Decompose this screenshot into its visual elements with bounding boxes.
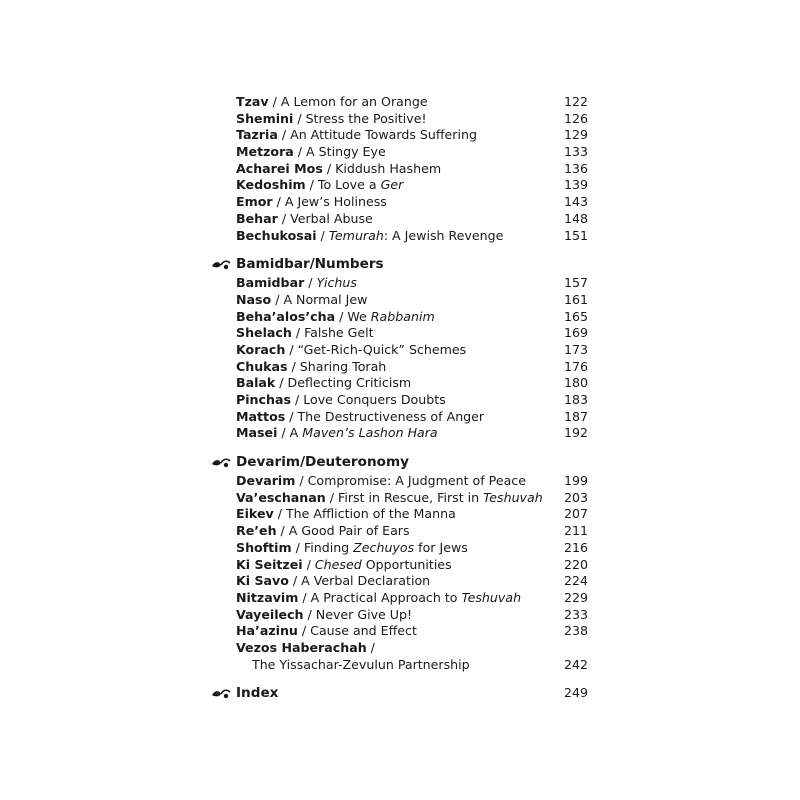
parsha-name: Korach [236,341,286,357]
page-number: 176 [563,358,588,374]
parsha-name: Beha’alos’cha [236,308,336,324]
toc-entry [210,292,590,309]
toc-entry [210,573,590,590]
separator: / [288,573,302,589]
page-number: 207 [563,506,588,522]
separator: / [325,489,338,505]
separator: / [290,392,304,407]
entry-title-text: We [347,308,371,324]
toc-entry [210,194,590,211]
separator: / [316,227,329,243]
separator: / [322,160,336,176]
entry-title-text: : A Jewish Revenge [383,227,504,243]
separator: / [302,556,315,572]
section-heading [210,683,590,703]
entry-title-italic: Ger [380,177,404,193]
separator: / [273,506,286,522]
page-number: 233 [563,606,588,622]
toc-entry [210,228,590,245]
separator: / [272,194,285,210]
entry-title-text: To Love a [317,177,381,193]
toc-entry [210,359,590,376]
entry-title-text: A Normal Jew [283,291,368,307]
page-number: 183 [563,392,588,407]
toc-entry [210,375,590,392]
parsha-name: Nitzavim [236,589,299,605]
page-number: 211 [563,523,588,539]
separator: / [268,94,281,109]
entry-title-text: An Attitude Towards Suffering [290,127,477,143]
table-of-contents [210,94,590,704]
parsha-name: Kedoshim [236,177,306,193]
page-number: 249 [563,685,588,701]
section-ornament-icon [210,683,232,703]
entry-title-text: Finding [303,539,354,555]
entry-title-text: “Get-Rich-Quick” Schemes [297,341,467,357]
parsha-name: Chukas [236,358,288,374]
separator: / [277,127,291,143]
entry-title-italic: Rabbanim [370,308,435,324]
entry-title-text: Opportunities [361,556,452,572]
entry-title-text: Cause and Effect [310,623,417,639]
separator: / [297,623,311,639]
entry-title-italic: Temurah [328,227,384,243]
parsha-name: Ki Savo [236,573,289,589]
page-number: 136 [563,160,588,176]
page-number: 139 [563,177,588,193]
section-heading [210,452,590,472]
toc-entry [210,523,590,540]
entry-title-italic: Teshuvah [483,489,543,505]
parsha-name: Eikev [236,506,274,522]
toc-entry [210,211,590,228]
page-number: 192 [563,425,588,441]
section-heading-label: Bamidbar/Numbers [236,256,384,273]
toc-entry [210,94,590,111]
section-ornament-icon [210,254,232,274]
page-number: 151 [563,227,588,243]
separator: / [295,473,308,489]
toc-entry [210,177,590,194]
toc-entry [210,342,590,359]
entry-title-text: Stress the Positive! [305,110,427,126]
separator: / [335,308,348,324]
entry-title-text: Kiddush Hashem [335,160,442,176]
toc-entry [210,425,590,442]
toc-entry [210,640,590,657]
separator: / [298,589,311,605]
parsha-name: Acharei Mos [236,160,323,176]
entry-title-text: A Practical Approach to [310,589,462,605]
toc-entry [210,490,590,507]
page-number: 126 [563,110,588,126]
toc-entry [210,557,590,574]
parsha-name: Naso [236,291,272,307]
separator: / [275,375,288,391]
entry-title-text: A Stingy Eye [306,144,386,160]
parsha-name: Shemini [236,110,294,126]
parsha-name: Pinchas [236,392,291,407]
parsha-name: Devarim [236,473,296,489]
entry-title-italic: Teshuvah [461,589,522,605]
parsha-name: Va’eschanan [236,489,326,505]
toc-entry [210,392,590,409]
parsha-name: Shelach [236,325,292,341]
page-number: 203 [563,489,588,505]
entry-title-text: Love Conquers Doubts [303,392,446,407]
entry-title-text: The Affliction of the Manna [285,506,456,522]
separator: / [293,144,307,160]
toc-entry [210,607,590,624]
entry-title-italic: Chesed [314,556,362,572]
toc-entry [210,590,590,607]
parsha-name: Behar [236,210,278,226]
separator: / [285,408,298,424]
entry-title-italic: Zechuyos [353,539,415,555]
parsha-name: Masei [236,425,278,441]
separator: / [291,325,305,341]
separator: / [277,210,291,226]
entry-title-text: First in Rescue, First in [338,489,484,505]
entry-title-text: The Yissachar-Zevulun Partnership [252,656,470,672]
parsha-name: Vayeilech [236,606,304,622]
entry-title-text: A Verbal Declaration [301,573,431,589]
page-number: 129 [563,127,588,143]
entry-title-italic: Yichus [316,275,357,291]
separator: / [277,425,290,441]
separator: / [285,341,298,357]
separator: / [287,358,300,374]
separator: / [305,177,318,193]
page-number: 216 [563,539,588,555]
entry-title-text: A Lemon for an Orange [280,94,428,109]
parsha-name: Ki Seitzei [236,556,303,572]
page-number: 180 [563,375,588,391]
parsha-name: Bamidbar [236,275,305,291]
separator: / [271,291,284,307]
section-ornament-icon [210,452,232,472]
parsha-name: Shoftim [236,539,292,555]
page-number: 224 [563,573,588,589]
separator: / [304,275,317,291]
toc-entry-continuation [210,657,590,674]
section-heading-label: Devarim/Deuteronomy [236,454,410,471]
entry-title-text: for Jews [414,539,468,555]
entry-title-text: Verbal Abuse [290,210,373,226]
toc-entry [210,309,590,326]
toc-entry [210,409,590,426]
parsha-name: Re’eh [236,523,277,539]
toc-entry [210,623,590,640]
page-number: 165 [563,308,588,324]
section-heading [210,254,590,274]
page-number: 220 [563,556,588,572]
entry-title-text: Falshe Gelt [304,325,374,341]
entry-title-text: The Destructiveness of Anger [297,408,485,424]
separator: / [303,606,316,622]
toc-entry [210,506,590,523]
separator: / [276,523,289,539]
entry-title-italic: Maven’s Lashon Hara [302,425,438,441]
parsha-name: Mattos [236,408,286,424]
entry-title-text: A Jew’s Holiness [284,194,387,210]
toc-entry [210,111,590,128]
page-number: 199 [563,473,588,489]
page-number: 229 [563,589,588,605]
entry-title-text: Never Give Up! [315,606,413,622]
page-number: 157 [563,275,588,291]
toc-entry [210,325,590,342]
page-number: 133 [563,144,588,160]
parsha-name: Bechukosai [236,227,317,243]
page-number: 169 [563,325,588,341]
parsha-name: Tzav [236,94,269,109]
page-number: 242 [563,656,588,672]
entry-title-text: Deflecting Criticism [287,375,412,391]
page-number: 173 [563,341,588,357]
toc-entry [210,275,590,292]
toc-entry [210,540,590,557]
section-heading-label: Index [236,685,279,702]
entry-title-text: Compromise: A Judgment of Peace [307,473,526,489]
parsha-name: Emor [236,194,273,210]
separator: / [293,110,306,126]
separator: / [366,639,375,655]
entry-title-text: A Good Pair of Ears [288,523,410,539]
toc-entry [210,144,590,161]
parsha-name: Vezos Haberachah [236,639,367,655]
page-number: 238 [563,623,588,639]
page-number: 187 [563,408,588,424]
parsha-name: Balak [236,375,276,391]
entry-title-text: A [289,425,303,441]
toc-entry [210,161,590,178]
parsha-name: Ha’azinu [236,623,298,639]
page-number: 161 [563,291,588,307]
page-number: 143 [563,194,588,210]
entry-title-text: Sharing Torah [299,358,387,374]
toc-entry [210,127,590,144]
separator: / [291,539,304,555]
parsha-name: Tazria [236,127,278,143]
page-number: 148 [563,210,588,226]
page-number: 122 [563,94,588,109]
parsha-name: Metzora [236,144,294,160]
toc-entry [210,473,590,490]
